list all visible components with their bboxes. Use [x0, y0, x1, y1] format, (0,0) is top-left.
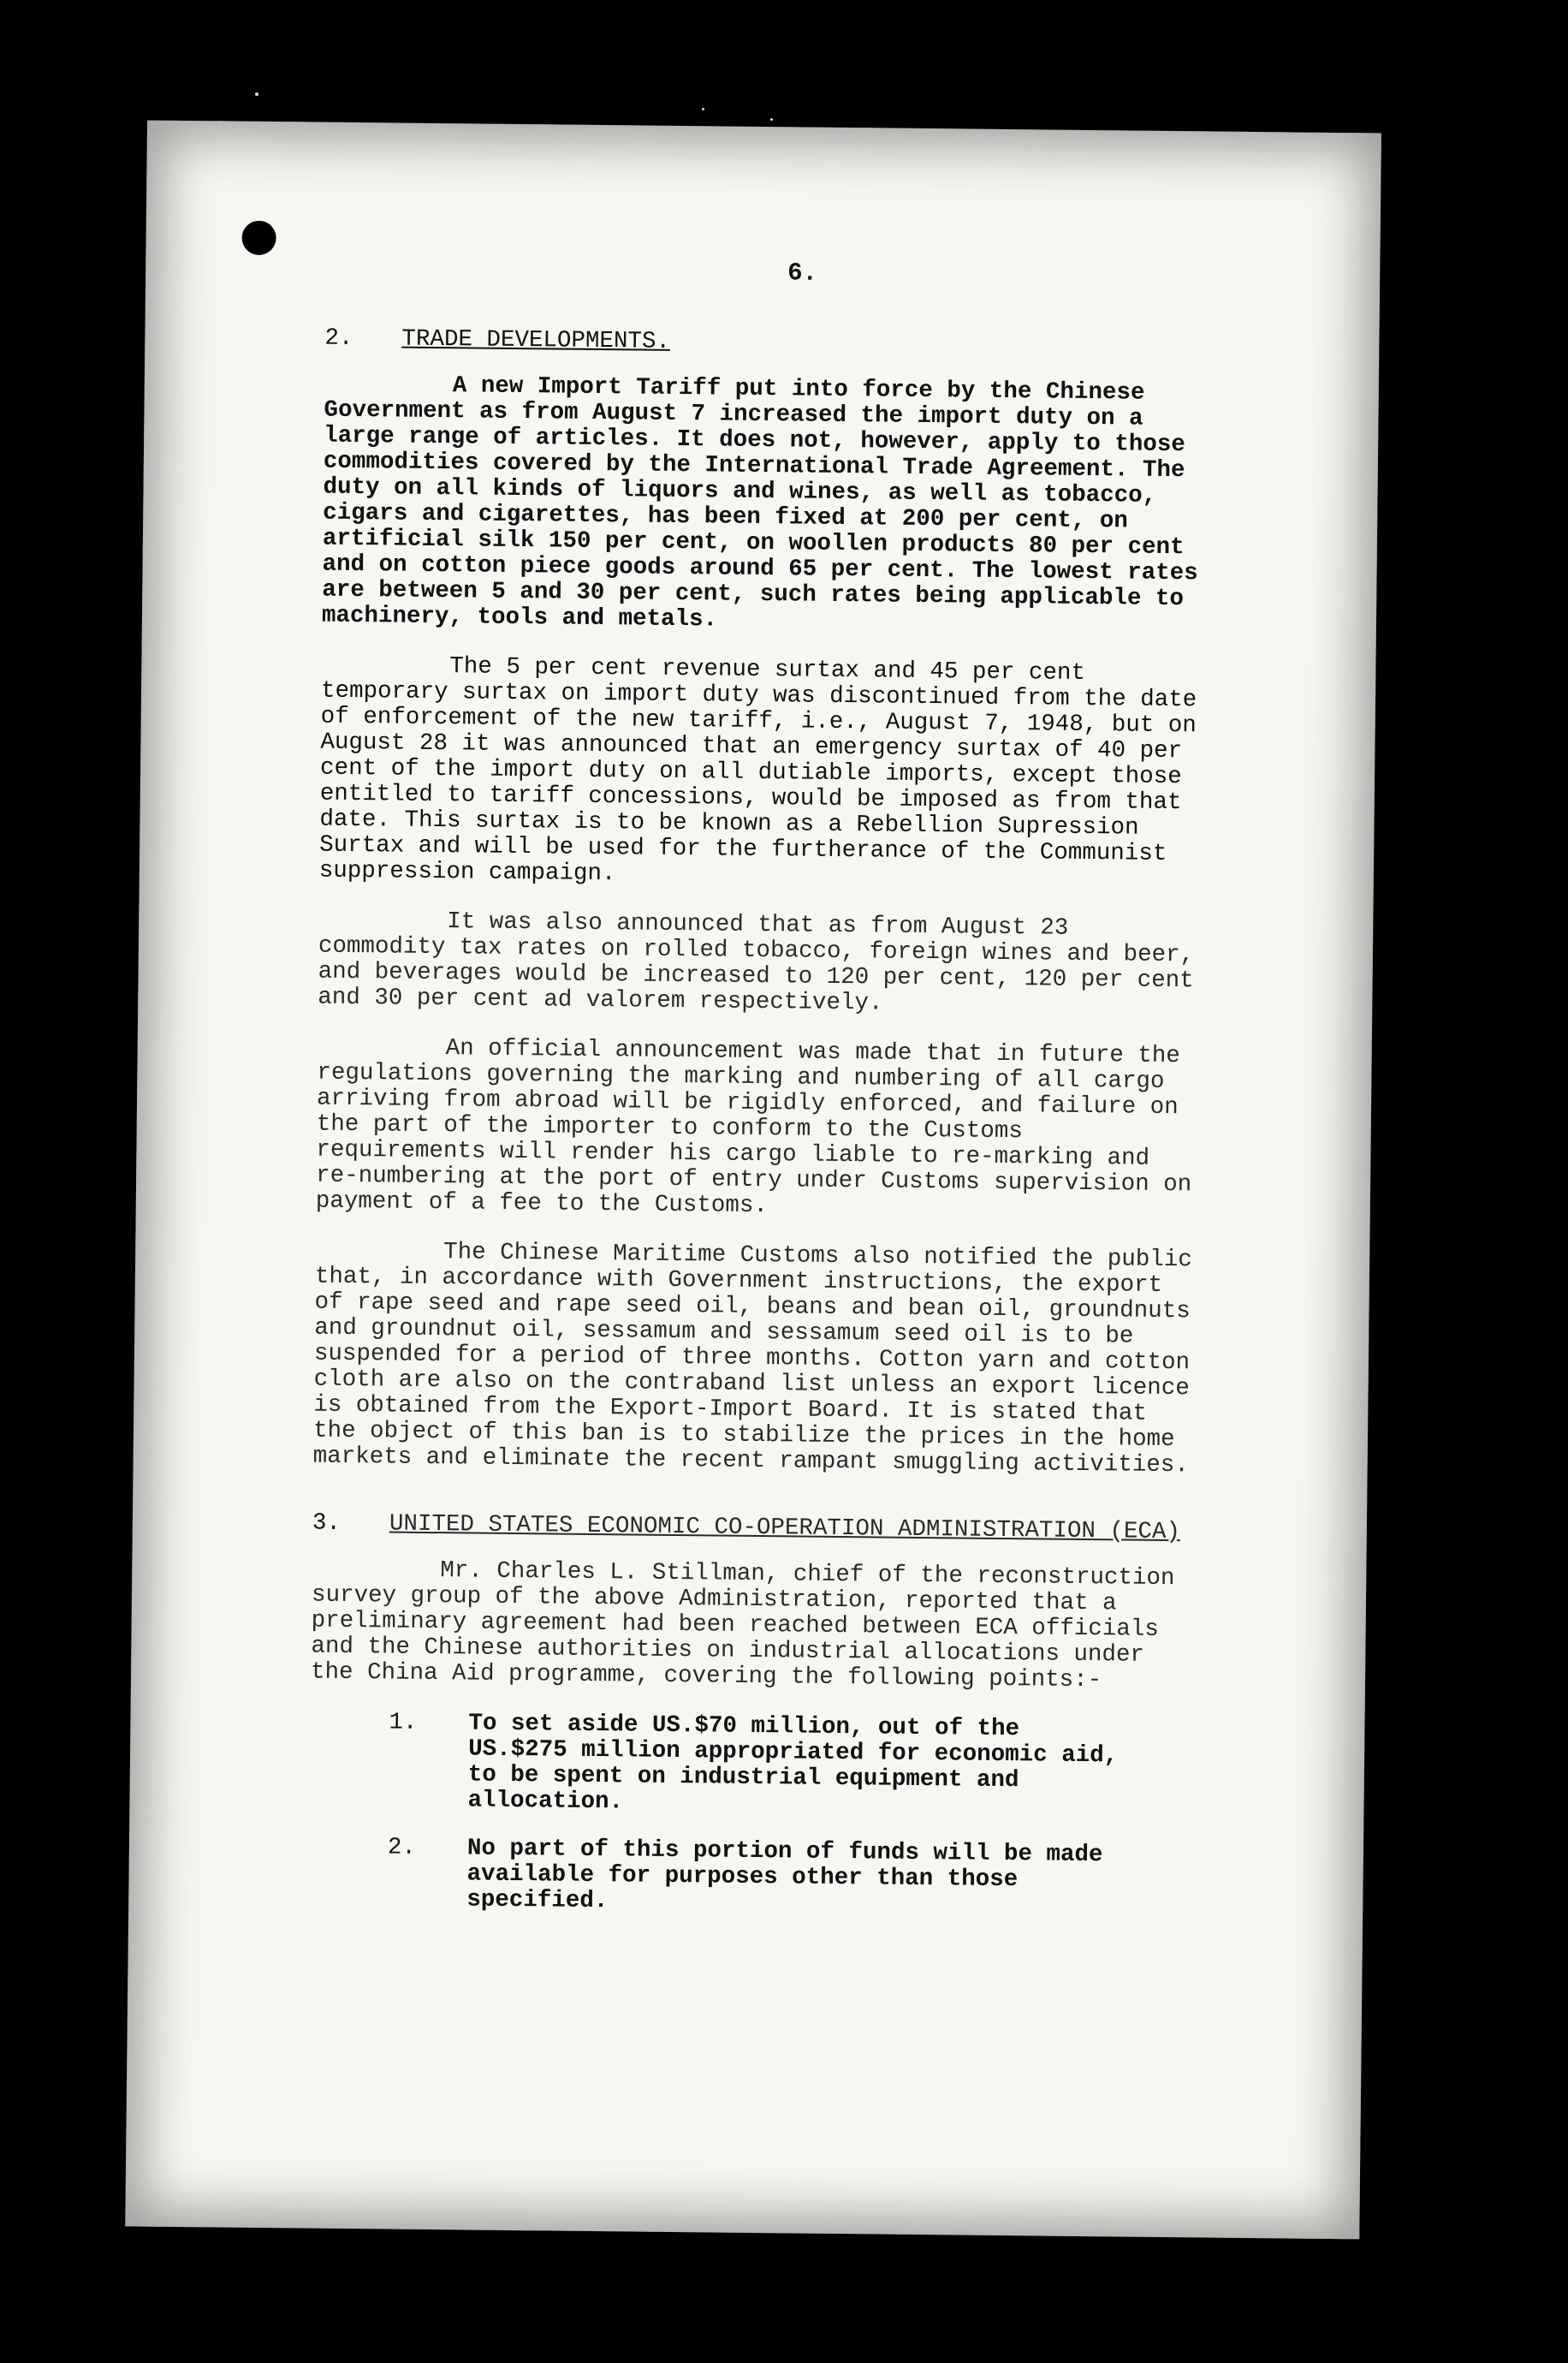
page-number: 6. — [787, 259, 818, 288]
point-number: 1. — [389, 1709, 418, 1736]
section-number: 2. — [324, 324, 353, 352]
section-number: 3. — [312, 1509, 342, 1537]
point-text: To set aside US.$70 million, out of the US.$275 million appropriated for economic aid, to be spent on industrial equipment and allocation. — [467, 1710, 1119, 1816]
document-page — [125, 120, 1381, 2239]
list-item-point-1 — [309, 1710, 1191, 1822]
paragraph-export-ban: The Chinese Maritime Customs also notified the public that, in accordance with Government instructions, the export of rape seed and rape seed oil, beans and bean oil, groundnuts and groundnut oil, sessamum and sessamum seed oil is to be suspended for a period of three months. Cotton yarn and cotton cloth are also on the contraband list unless an export licence is obtained from the Export-Import Board. It is stated that the object of this ban is to stabilize the prices in the home markets and eliminate the recent rampant smuggling activities. — [312, 1239, 1192, 1479]
paragraph-commodity-tax: It was also announced that as from August 23 commodity tax rates on rolled tobacco, foreign wines and beer, and beverages would be increased to 120 per cent, 120 per cent and 30 per cent ad valorem respectively. — [318, 908, 1195, 1017]
dust-speck — [702, 108, 704, 110]
section-heading-eca — [312, 1511, 1194, 1546]
point-text: No part of this portion of funds will be made available for purposes other than those specified. — [466, 1835, 1103, 1915]
paragraph-revenue-surtax: The 5 per cent revenue surtax and 45 per cent temporary surtax on import duty was discontinued from the date of enforcement of the new tariff, i.e., August 7, 1948, but on August 28 it was announced that an emergency surtax of 40 per cent of the import duty on all dutiable imports, except those entitled to tariff concessions, would be imposed as from that date. This surtax is to be known as a Rebellion Supression Surtax and will be used for the furtherance of the Communist suppression campaign. — [318, 653, 1197, 888]
paragraph-cargo-marking: An official announcement was made that in future the regulations governing the marking and numbering of all cargo arriving from abroad will be rigidly enforced, and failure on the part of the importer to conform to the Customs requirements will render his cargo liable to re-marking and re-numbering at the port of entry under Customs supervision on payment of a fee to the Customs. — [315, 1035, 1192, 1220]
section-heading-trade-developments — [324, 326, 1206, 361]
section-title: TRADE DEVELOPMENTS. — [401, 325, 671, 355]
punch-hole — [241, 221, 276, 255]
point-number: 2. — [387, 1834, 417, 1861]
page-content — [308, 326, 1207, 1943]
list-item-point-2 — [308, 1835, 1191, 1921]
section-title: UNITED STATES ECONOMIC CO-OPERATION ADMINISTRATION (ECA) — [389, 1510, 1181, 1546]
paragraph-import-tariff: A new Import Tariff put into force by the Chinese Government as from August 7 increased the import duty on a large range of articles. It does not, however, apply to those commodities covered by the International Trade Agreement. The duty on all kinds of liquors and wines, as well as tobacco, cigars and cigarettes, has been fixed at 200 per cent, on artificial silk 150 per cent, on woollen products 80 per cent and on cotton piece goods around 65 per cent. The lowest rates are between 5 and 30 per cent, such rates being applicable to machinery, tools and metals. — [321, 372, 1198, 634]
dust-speck — [770, 118, 773, 121]
paragraph-stillman-report: Mr. Charles L. Stillman, chief of the reconstruction survey group of the above Administration, reported that a preliminary agreement had been reached between ECA officials and the Chinese authorities on industrial allocations under the China Aid programme, covering the following points:- — [310, 1557, 1175, 1694]
dust-speck — [255, 92, 258, 96]
